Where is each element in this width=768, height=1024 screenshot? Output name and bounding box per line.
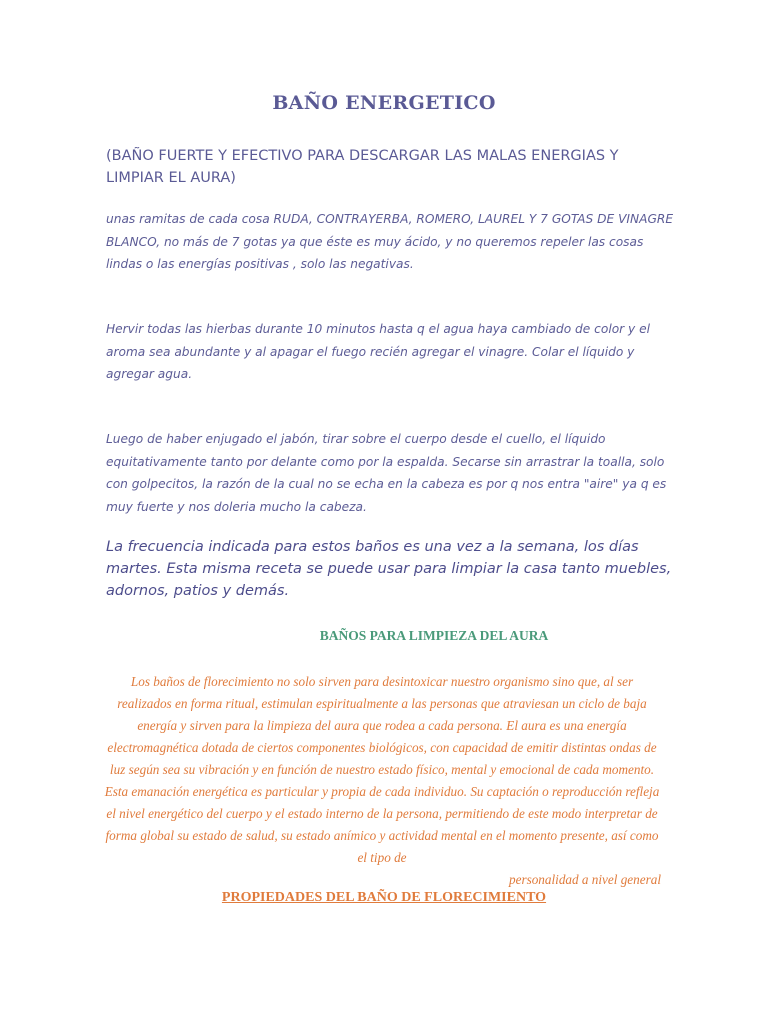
aura-paragraph-last-line: personalidad a nivel general (509, 872, 661, 887)
document-title: BAÑO ENERGETICO (272, 92, 496, 114)
aura-paragraph (103, 671, 661, 891)
document-subtitle: (BAÑO FUERTE Y EFECTIVO PARA DESCARGAR LAS MALAS ENERGIAS Y LIMPIAR EL AURA) (106, 148, 619, 186)
application-paragraph: Luego de haber enjugado el jabón, tirar sobre el cuerpo desde el cuello, el líquido equitativamente tanto por delante como por la espalda. Secarse sin arrastrar la toalla, solo con golpecitos, la razón de la cual no se echa en la cabeza es por q nos entra "aire" ya q es muy fuerte y nos doleria mucho la cabeza. (106, 432, 667, 514)
section-title-aura: BAÑOS PARA LIMPIEZA DEL AURA (319, 628, 549, 643)
ingredients-paragraph: unas ramitas de cada cosa RUDA, CONTRAYERBA, ROMERO, LAUREL Y 7 GOTAS DE VINAGRE BLANCO, no más de 7 gotas ya que éste es muy ácido, y no queremos repeler las cosas lindas o las energías positivas , solo las negativas. (106, 212, 674, 271)
preparation-paragraph: Hervir todas las hierbas durante 10 minutos hasta q el agua haya cambiado de color y el aroma sea abundante y al apagar el fuego recién agregar el vinagre. Colar el líquido y agregar agua. (106, 322, 651, 381)
frequency-paragraph: La frecuencia indicada para estos baños es una vez a la semana, los días martes. Esta misma receta se puede usar para limpiar la casa tanto muebles, adornos, patios y demás. (106, 539, 672, 599)
properties-title: PROPIEDADES DEL BAÑO DE FLORECIMIENTO (221, 890, 547, 905)
aura-paragraph-body: Los baños de florecimiento no solo sirven para desintoxicar nuestro organismo sino que, al ser realizados en forma ritual, estimulan espiritualmente a las personas que atraviesan un ciclo de baja energía y sirven para la limpieza del aura que rodea a cada persona. El aura es una energía electromagnética dotada de ciertos componentes biológicos, con capacidad de emitir distintas ondas de luz según sea su vibración y en función de nuestro estado físico, mental y emocional de cada momento. Esta emanación energética es particular y propia de cada individuo. Su captación o reproducción refleja el nivel energético del cuerpo y el estado interno de la persona, permitiendo de este modo interpretar de forma global su estado de salud, su estado anímico y actividad mental en el momento presente, así como el tipo de (104, 674, 660, 865)
